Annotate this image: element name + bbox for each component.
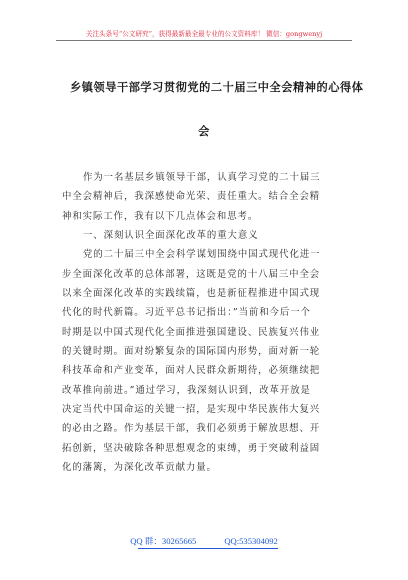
document-title-continuation: 会 bbox=[198, 124, 210, 138]
body-line: 作为一名基层乡镇领导干部，认真学习党的二十届三 bbox=[83, 172, 321, 183]
section-heading-text: 一、深刻认识全面深化改革的重大意义 bbox=[83, 230, 259, 242]
body-line: 神和实际工作，我有以下几点体会和思考。 bbox=[62, 210, 259, 222]
body-line: 时期是以中国式现代化全面推进强国建设、民族复兴伟业 bbox=[62, 326, 321, 338]
document-title: 乡镇领导干部学习贯彻党的二十届三中全会精神的心得体 bbox=[70, 80, 364, 94]
body-line: 化的藩篱，为深化改革贡献力量。 bbox=[62, 462, 217, 474]
qq-group-link[interactable]: QQ 群：30265665 bbox=[130, 536, 197, 546]
footer-contact bbox=[0, 535, 408, 547]
qq-contact-link[interactable]: QQ:535304092 bbox=[224, 536, 278, 546]
body-line: 步全面深化改革的总体部署，这既是党的十八届三中全会 bbox=[62, 268, 321, 280]
body-line: 决定当代中国命运的关键一招，是实现中华民族伟大复兴 bbox=[62, 404, 321, 416]
footer-underline bbox=[138, 548, 278, 549]
body-line: 改革推向前进。”通过学习，我深刻认识到，改革开放是 bbox=[62, 384, 311, 396]
body-line: 拓创新，坚决破除各种思想观念的束缚，勇于突破利益固 bbox=[62, 442, 321, 454]
body-line: 中全会精神后，我深感使命光荣、责任重大。结合全会精 bbox=[62, 191, 321, 203]
body-line: 的关键时期。面对纷繁复杂的国际国内形势，面对新一轮 bbox=[62, 346, 321, 358]
body-line: 党的二十届三中全会科学谋划围绕中国式现代化进一 bbox=[83, 249, 321, 261]
body-line: 代化的时代新篇。习近平总书记指出：”当前和今后一个 bbox=[62, 307, 311, 319]
document-body bbox=[62, 168, 350, 478]
body-line: 科技革命和产业变革，面对人民群众新期待，必须继续把 bbox=[62, 365, 321, 377]
paragraph-section-1 bbox=[62, 245, 350, 477]
header-divider bbox=[56, 40, 352, 41]
paragraph-intro bbox=[62, 168, 350, 226]
header-banner: 关注头条号“公文研究”，获得最新最全最专业的公文资料库！ 微信：gongwenyj bbox=[85, 30, 323, 38]
body-line: 的必由之路。作为基层干部，我们必须勇于解放思想、开 bbox=[62, 423, 321, 435]
body-line: 以来全面深化改革的实践续篇，也是新征程推进中国式现 bbox=[62, 288, 321, 300]
section-heading bbox=[62, 226, 350, 245]
